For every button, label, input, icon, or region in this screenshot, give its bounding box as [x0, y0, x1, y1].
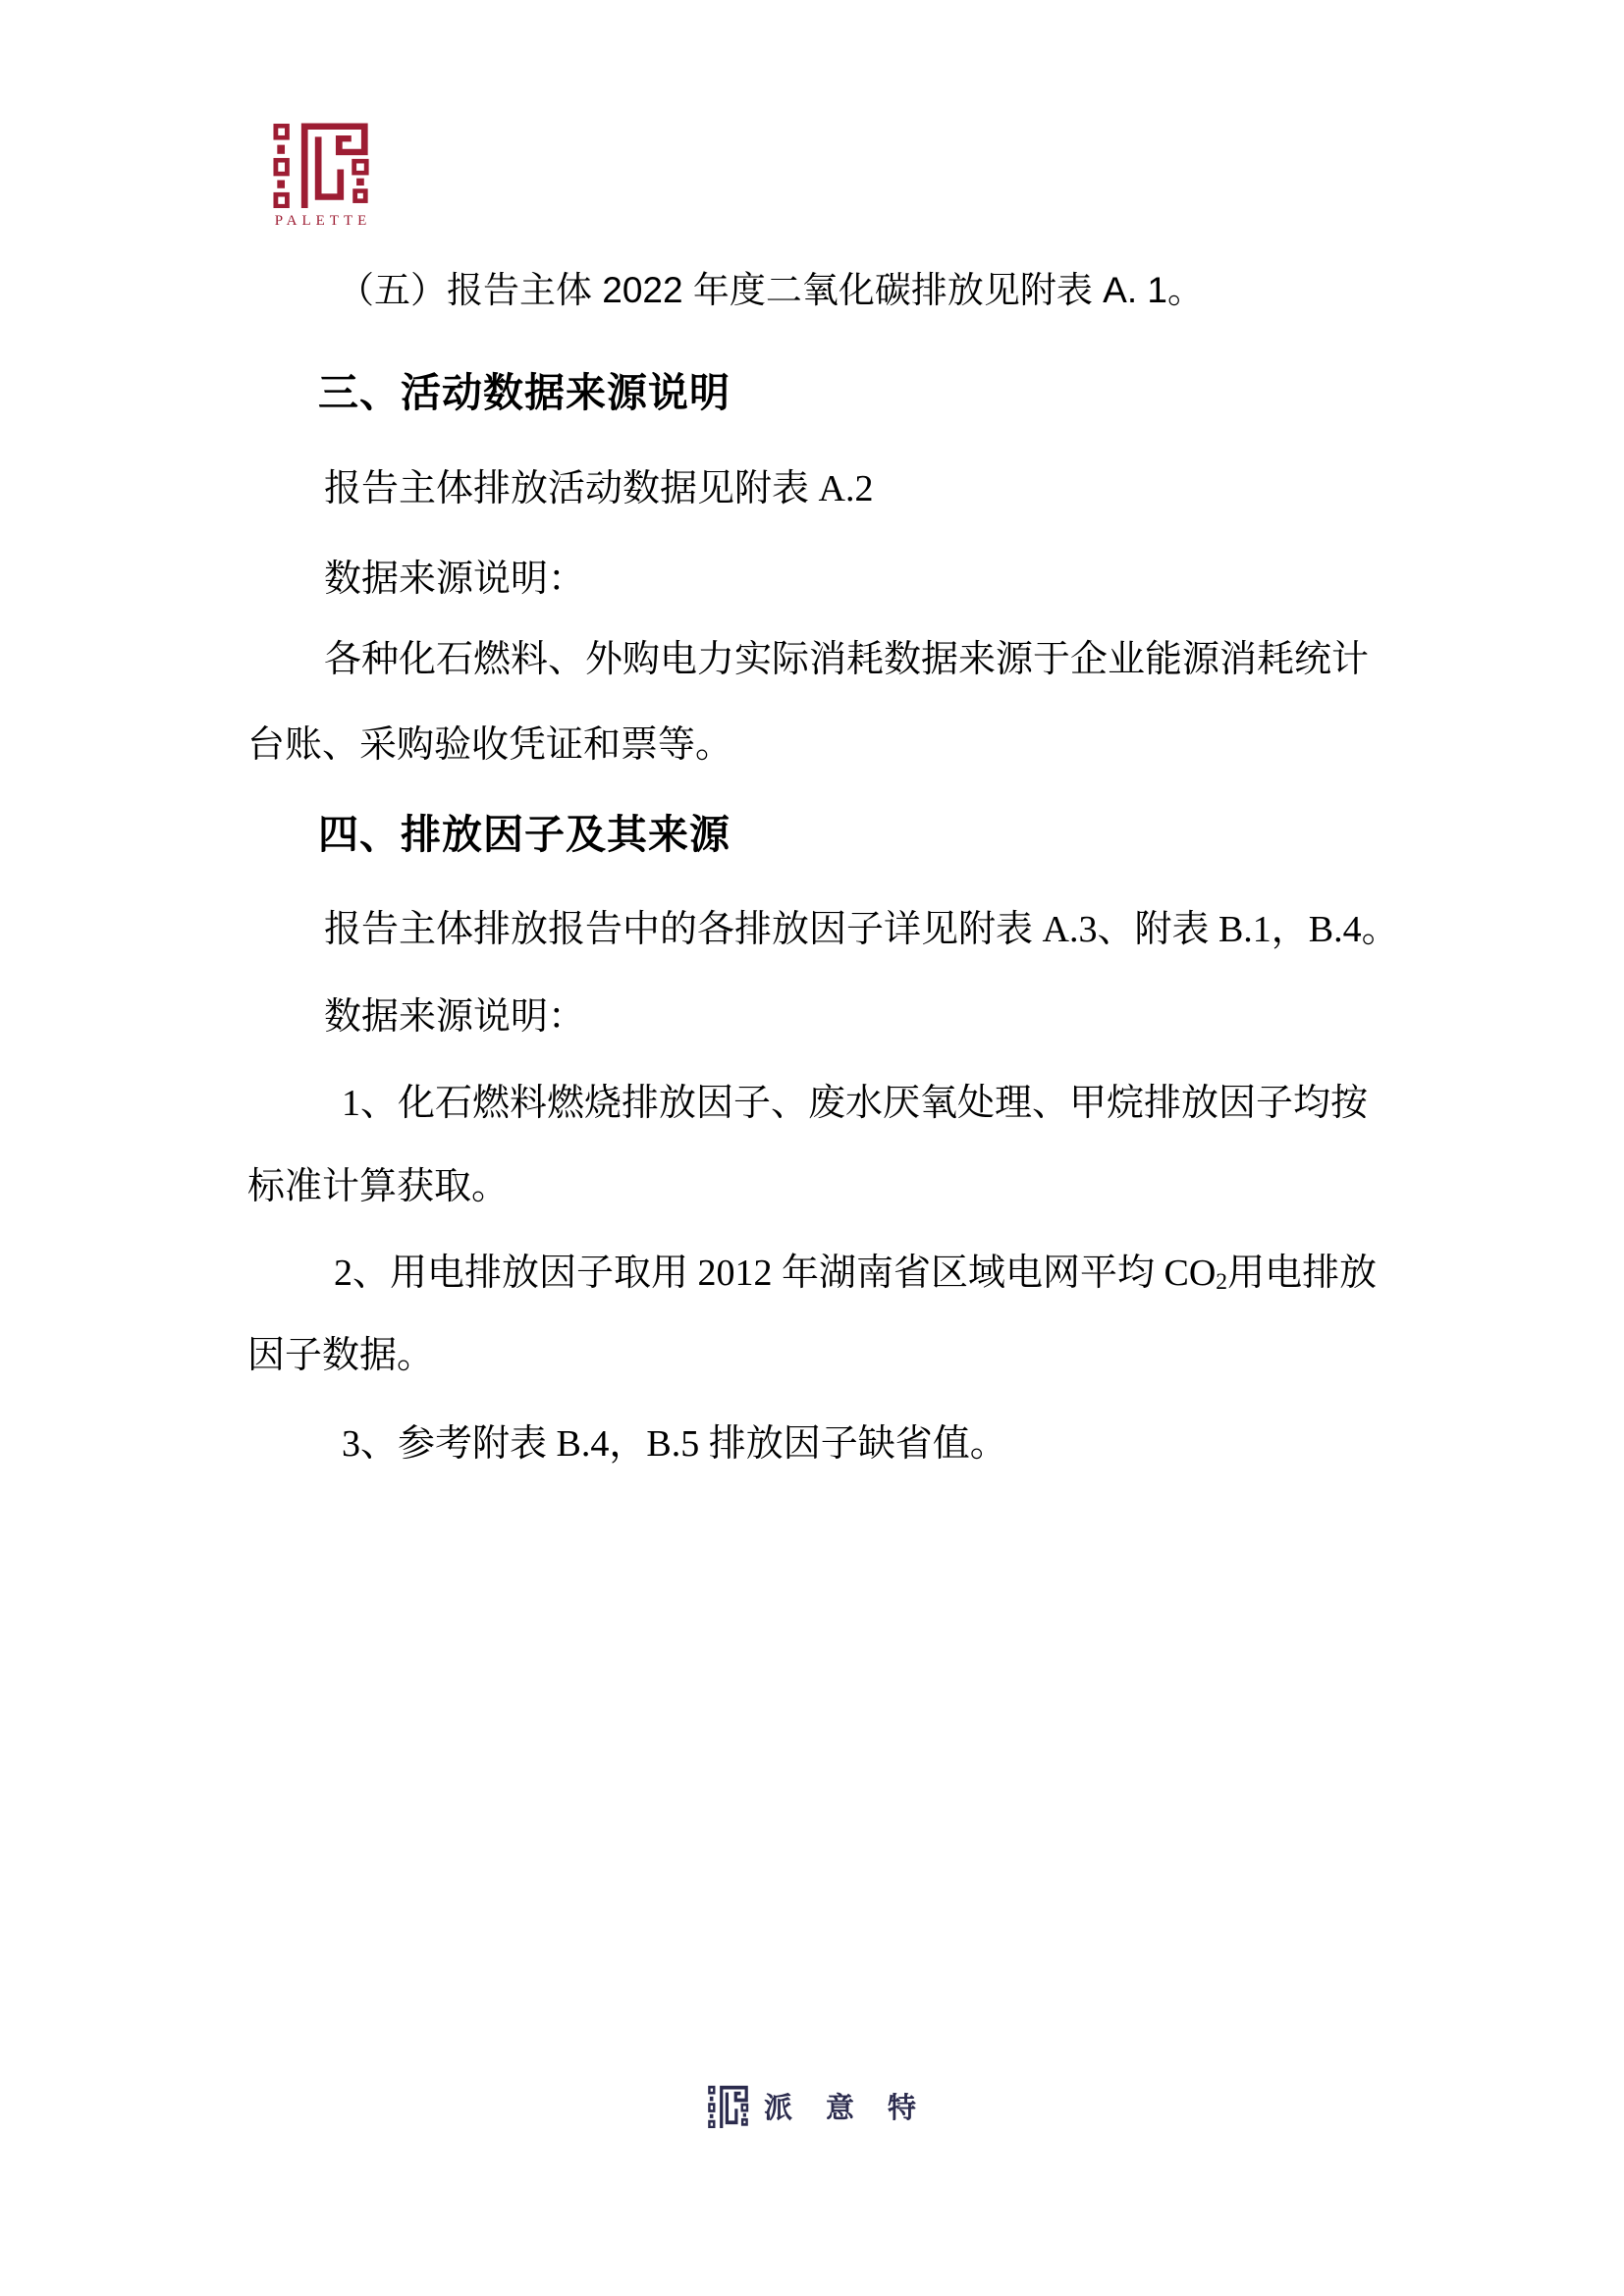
- item-2-text-before-sub: 2、用电排放因子取用 2012 年湖南省区域电网平均 CO: [334, 1253, 1217, 1294]
- section-heading-3: 三、活动数据来源说明: [318, 370, 731, 415]
- paragraph-fuel-consumption-1: 各种化石燃料、外购电力实际消耗数据来源于企业能源消耗统计: [324, 639, 1370, 680]
- paragraph-line-5-co2-summary: （五）报告主体 2022 年度二氧化碳排放见附表 A. 1。: [338, 270, 1204, 310]
- paragraph-item-1-line-1: 1、化石燃料燃烧排放因子、废水厌氧处理、甲烷排放因子均按: [342, 1083, 1369, 1124]
- footer-wordmark: 派意特: [763, 2092, 949, 2124]
- paragraph-item-1-line-2: 标准计算获取。: [247, 1166, 510, 1207]
- paragraph-activity-data: 报告主体排放活动数据见附表 A.2: [324, 468, 874, 509]
- paragraph-item-2-line-2: 因子数据。: [247, 1335, 435, 1376]
- paragraph-item-2-line-1: [334, 1252, 1377, 1297]
- section-heading-4: 四、排放因子及其来源: [318, 812, 731, 857]
- paragraph-item-3: 3、参考附表 B.4，B.5 排放因子缺省值。: [342, 1423, 1007, 1465]
- footer-brand: [0, 2083, 1624, 2128]
- paragraph-fuel-consumption-2: 台账、采购验收凭证和票等。: [247, 724, 733, 766]
- co2-subscript: 2: [1216, 1269, 1228, 1296]
- paragraph-data-source-label-2: 数据来源说明：: [324, 996, 586, 1038]
- item-2-text-after-sub: 用电排放: [1227, 1253, 1378, 1294]
- header-brand: [273, 118, 373, 230]
- paragraph-emission-factors: 报告主体排放报告中的各排放因子详见附表 A.3、附表 B.1，B.4。: [324, 909, 1399, 950]
- palette-logo-icon: [273, 118, 371, 208]
- paragraph-data-source-label: 数据来源说明：: [324, 559, 586, 600]
- brand-wordmark: PALETTE: [274, 213, 372, 229]
- footer-logo-icon: [708, 2083, 749, 2128]
